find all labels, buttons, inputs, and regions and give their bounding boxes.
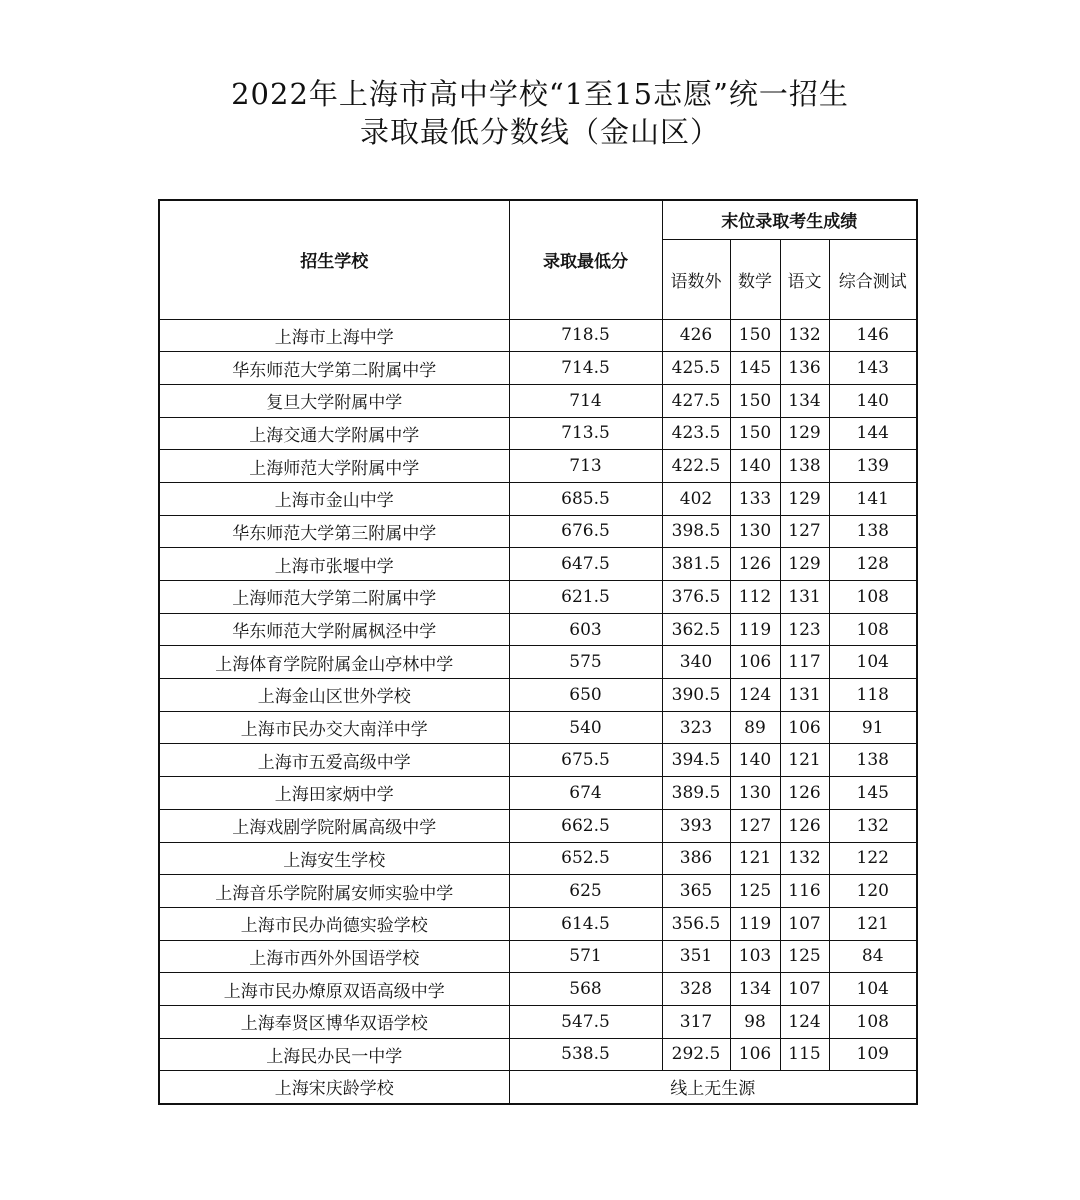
school-name: 上海安生学校 [159,842,509,875]
chinese-score: 106 [780,711,829,744]
math-score: 145 [730,352,780,385]
header-school: 招生学校 [159,200,509,319]
comprehensive-score: 145 [829,777,917,810]
math-score: 106 [730,646,780,679]
chinese-score: 138 [780,450,829,483]
chinese-math-english-score: 340 [662,646,730,679]
min-score: 713.5 [509,417,662,450]
chinese-math-english-score: 426 [662,319,730,352]
min-score: 714.5 [509,352,662,385]
school-name: 上海市西外外国语学校 [159,940,509,973]
table-row [159,1038,917,1071]
chinese-math-english-score: 402 [662,482,730,515]
chinese-math-english-score: 323 [662,711,730,744]
school-name: 上海奉贤区博华双语学校 [159,1005,509,1038]
chinese-math-english-score: 398.5 [662,515,730,548]
table-row [159,809,917,842]
table-row [159,940,917,973]
page-title-line1: 2022年上海市高中学校“1至15志愿”统一招生 [231,77,849,111]
chinese-score: 136 [780,352,829,385]
chinese-math-english-score: 381.5 [662,548,730,581]
math-score: 119 [730,907,780,940]
min-score: 575 [509,646,662,679]
admission-score-table [158,199,918,1105]
math-score: 125 [730,875,780,908]
min-score: 675.5 [509,744,662,777]
math-score: 121 [730,842,780,875]
comprehensive-score: 104 [829,646,917,679]
math-score: 150 [730,319,780,352]
chinese-math-english-score: 390.5 [662,679,730,712]
table-row [159,613,917,646]
chinese-math-english-score: 386 [662,842,730,875]
comprehensive-score: 108 [829,1005,917,1038]
min-score: 674 [509,777,662,810]
chinese-score: 107 [780,907,829,940]
table-row [159,907,917,940]
header-chinese: 语文 [780,239,829,319]
chinese-math-english-score: 394.5 [662,744,730,777]
school-name: 上海戏剧学院附属高级中学 [159,809,509,842]
school-name: 上海师范大学附属中学 [159,450,509,483]
chinese-score: 107 [780,973,829,1006]
table-row [159,548,917,581]
school-name: 上海交通大学附属中学 [159,417,509,450]
math-score: 119 [730,613,780,646]
chinese-math-english-score: 425.5 [662,352,730,385]
table-row [159,515,917,548]
chinese-math-english-score: 351 [662,940,730,973]
chinese-score: 129 [780,548,829,581]
chinese-math-english-score: 376.5 [662,581,730,614]
chinese-score: 131 [780,679,829,712]
school-name: 华东师范大学第二附属中学 [159,352,509,385]
comprehensive-score: 144 [829,417,917,450]
min-score: 568 [509,973,662,1006]
comprehensive-score: 121 [829,907,917,940]
min-score: 676.5 [509,515,662,548]
min-score: 685.5 [509,482,662,515]
chinese-score: 115 [780,1038,829,1071]
min-score: 718.5 [509,319,662,352]
min-score: 571 [509,940,662,973]
comprehensive-score: 91 [829,711,917,744]
school-name: 上海市张堰中学 [159,548,509,581]
school-name: 上海宋庆龄学校 [159,1071,509,1104]
math-score: 124 [730,679,780,712]
chinese-math-english-score: 362.5 [662,613,730,646]
math-score: 89 [730,711,780,744]
comprehensive-score: 109 [829,1038,917,1071]
math-score: 103 [730,940,780,973]
chinese-score: 126 [780,809,829,842]
table-row [159,417,917,450]
min-score: 662.5 [509,809,662,842]
chinese-math-english-score: 389.5 [662,777,730,810]
math-score: 150 [730,384,780,417]
comprehensive-score: 141 [829,482,917,515]
min-score: 647.5 [509,548,662,581]
table-row [159,711,917,744]
math-score: 150 [730,417,780,450]
math-score: 134 [730,973,780,1006]
table-row [159,319,917,352]
table-row [159,679,917,712]
chinese-math-english-score: 317 [662,1005,730,1038]
school-name: 上海师范大学第二附属中学 [159,581,509,614]
table-row [159,384,917,417]
table-row [159,1005,917,1038]
table-row [159,744,917,777]
chinese-score: 132 [780,842,829,875]
chinese-score: 127 [780,515,829,548]
chinese-score: 129 [780,482,829,515]
comprehensive-score: 140 [829,384,917,417]
math-score: 127 [730,809,780,842]
chinese-score: 124 [780,1005,829,1038]
min-score: 625 [509,875,662,908]
school-name: 华东师范大学第三附属中学 [159,515,509,548]
table-row [159,581,917,614]
no-candidates-note: 线上无生源 [509,1071,917,1104]
comprehensive-score: 143 [829,352,917,385]
school-name: 上海市金山中学 [159,482,509,515]
table-row [159,1071,917,1104]
comprehensive-score: 138 [829,515,917,548]
school-name: 上海民办民一中学 [159,1038,509,1071]
chinese-score: 131 [780,581,829,614]
table-row [159,842,917,875]
chinese-math-english-score: 422.5 [662,450,730,483]
chinese-score: 123 [780,613,829,646]
school-name: 上海音乐学院附属安师实验中学 [159,875,509,908]
min-score: 540 [509,711,662,744]
table-row [159,973,917,1006]
table-row [159,646,917,679]
page-title-line2: 录取最低分数线（金山区） [359,115,720,149]
math-score: 112 [730,581,780,614]
min-score: 650 [509,679,662,712]
chinese-score: 121 [780,744,829,777]
chinese-math-english-score: 328 [662,973,730,1006]
chinese-score: 117 [780,646,829,679]
school-name: 上海市五爱高级中学 [159,744,509,777]
table-row [159,875,917,908]
chinese-math-english-score: 423.5 [662,417,730,450]
chinese-score: 126 [780,777,829,810]
table-row [159,450,917,483]
chinese-math-english-score: 292.5 [662,1038,730,1071]
chinese-score: 116 [780,875,829,908]
header-min-score: 录取最低分 [509,200,662,319]
chinese-math-english-score: 393 [662,809,730,842]
chinese-math-english-score: 365 [662,875,730,908]
header-chinese-math-english: 语数外 [662,239,730,319]
school-name: 上海市上海中学 [159,319,509,352]
school-name: 上海体育学院附属金山亭林中学 [159,646,509,679]
header-comprehensive-test: 综合测试 [829,239,917,319]
table-row [159,777,917,810]
table-row [159,352,917,385]
table-body [159,319,917,1104]
min-score: 614.5 [509,907,662,940]
min-score: 714 [509,384,662,417]
comprehensive-score: 118 [829,679,917,712]
comprehensive-score: 84 [829,940,917,973]
header-last-admitted-scores: 末位录取考生成绩 [662,200,917,239]
comprehensive-score: 122 [829,842,917,875]
chinese-score: 134 [780,384,829,417]
min-score: 621.5 [509,581,662,614]
min-score: 713 [509,450,662,483]
math-score: 140 [730,744,780,777]
comprehensive-score: 139 [829,450,917,483]
school-name: 上海市民办尚德实验学校 [159,907,509,940]
comprehensive-score: 120 [829,875,917,908]
chinese-math-english-score: 427.5 [662,384,730,417]
comprehensive-score: 146 [829,319,917,352]
comprehensive-score: 132 [829,809,917,842]
math-score: 98 [730,1005,780,1038]
chinese-score: 129 [780,417,829,450]
math-score: 140 [730,450,780,483]
comprehensive-score: 104 [829,973,917,1006]
school-name: 上海市民办交大南洋中学 [159,711,509,744]
min-score: 603 [509,613,662,646]
comprehensive-score: 128 [829,548,917,581]
min-score: 538.5 [509,1038,662,1071]
min-score: 547.5 [509,1005,662,1038]
math-score: 133 [730,482,780,515]
table-row [159,482,917,515]
comprehensive-score: 138 [829,744,917,777]
school-name: 华东师范大学附属枫泾中学 [159,613,509,646]
math-score: 130 [730,515,780,548]
math-score: 106 [730,1038,780,1071]
math-score: 126 [730,548,780,581]
school-name: 上海金山区世外学校 [159,679,509,712]
school-name: 上海市民办燎原双语高级中学 [159,973,509,1006]
chinese-score: 125 [780,940,829,973]
chinese-math-english-score: 356.5 [662,907,730,940]
comprehensive-score: 108 [829,581,917,614]
comprehensive-score: 108 [829,613,917,646]
math-score: 130 [730,777,780,810]
school-name: 复旦大学附属中学 [159,384,509,417]
header-math: 数学 [730,239,780,319]
min-score: 652.5 [509,842,662,875]
school-name: 上海田家炳中学 [159,777,509,810]
chinese-score: 132 [780,319,829,352]
